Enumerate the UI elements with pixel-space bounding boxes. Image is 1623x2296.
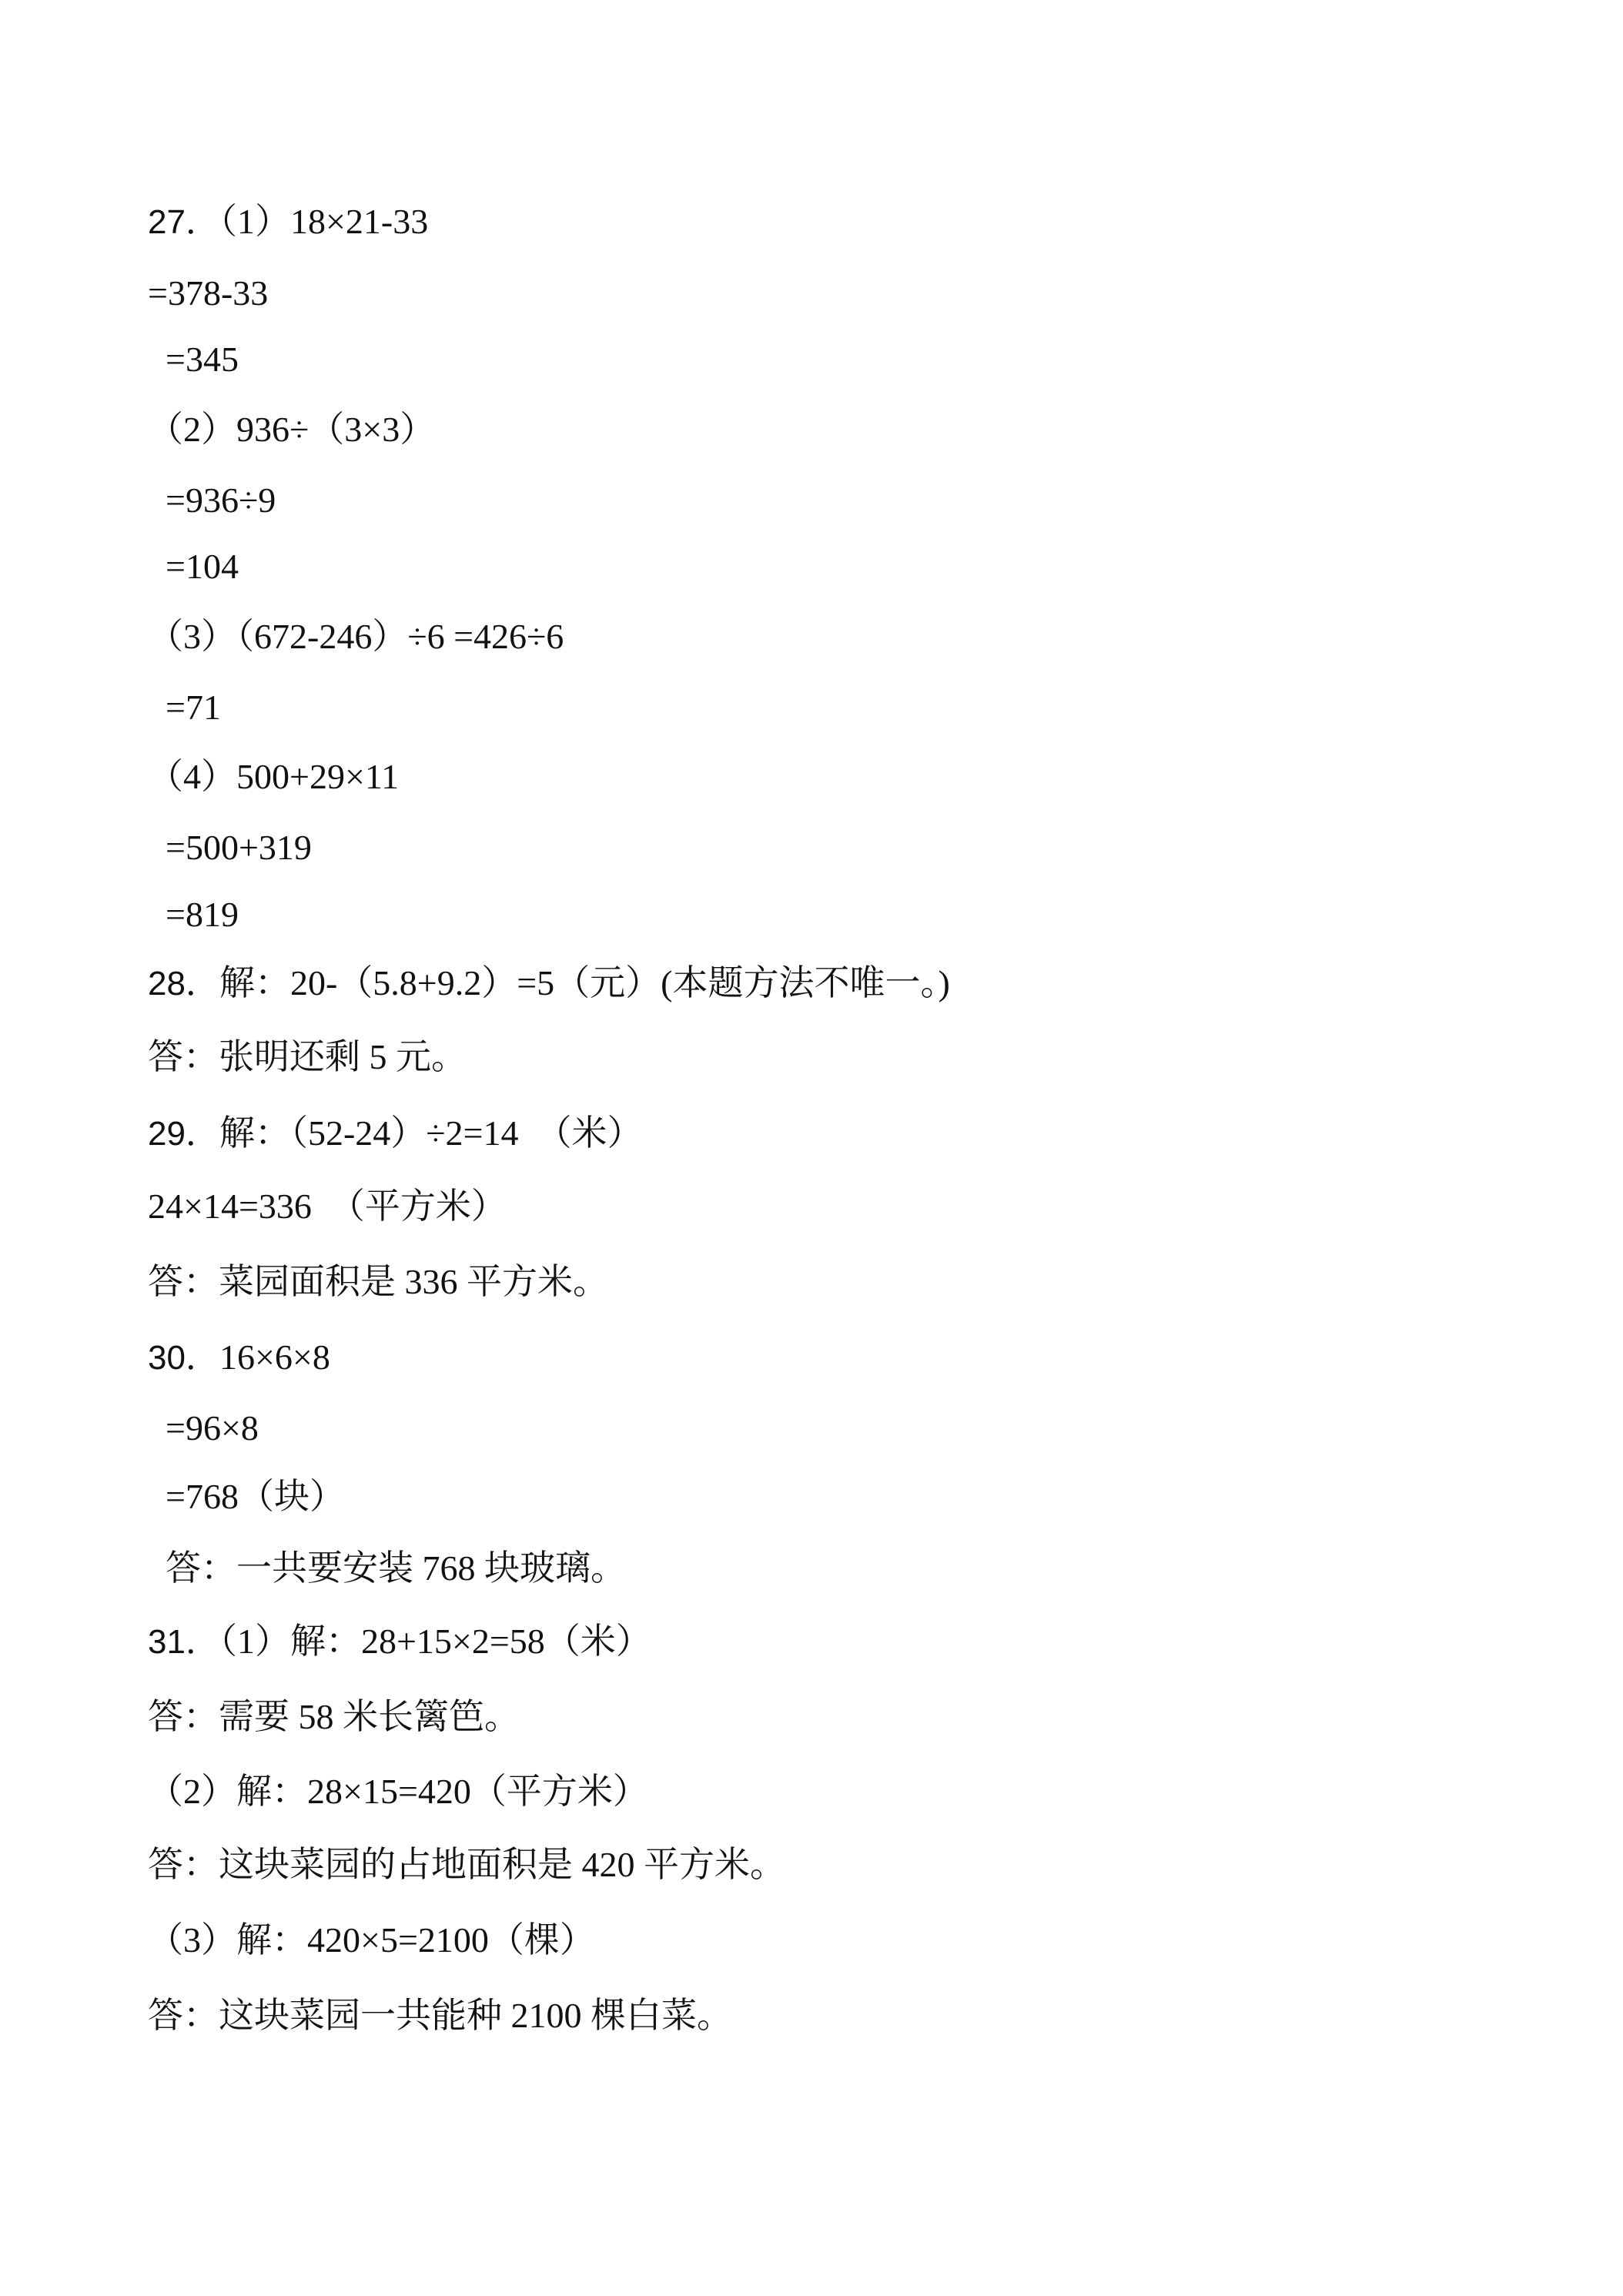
question-number-27: 27． [148,203,219,241]
line-text: =104 [148,547,239,586]
line-31-3 [148,1769,648,1815]
line-31-1 [148,1618,651,1665]
line-text: =819 [148,895,239,934]
line-text: 答：一共要安装 768 块玻璃。 [148,1548,626,1588]
line-27-1 [148,199,428,245]
question-number-29: 29． [148,1115,219,1153]
line-27-4 [148,407,435,453]
line-text: =936÷9 [148,480,276,520]
line-text: （3）解：420×5=2100（棵） [148,1920,595,1960]
line-31-2 [148,1694,520,1740]
line-31-6 [148,1993,732,2039]
line-text: 解：（52-24）÷2=14 （米） [219,1113,643,1153]
line-text: （4）500+29×11 [148,757,400,796]
line-text: 16×6×8 [219,1337,330,1377]
line-27-9 [148,754,399,800]
line-text: =768（块） [148,1477,345,1516]
line-text: =71 [148,688,221,727]
line-29-1 [148,1110,642,1156]
question-number-28: 28． [148,965,219,1002]
line-text: 解：20-（5.8+9.2）=5（元）(本题方法不唯一。) [219,963,950,1002]
line-27-2 [148,270,268,316]
line-29-2 [148,1183,507,1230]
line-30-3 [148,1474,345,1520]
line-27-10 [148,825,312,871]
line-27-8 [148,684,221,731]
question-number-30: 30． [148,1339,219,1377]
line-27-5 [148,477,276,524]
line-text: 答：菜园面积是 336 平方米。 [148,1262,608,1301]
line-30-1 [148,1334,330,1381]
line-text: 答：需要 58 米长篱笆。 [148,1697,520,1736]
line-text: （1）解：28+15×2=58（米） [219,1622,651,1661]
line-text: 答：这块菜园一共能种 2100 棵白菜。 [148,1996,732,2035]
line-text: （2）解：28×15=420（平方米） [148,1772,648,1811]
line-text: （1）18×21-33 [219,202,429,241]
line-27-3 [148,336,239,383]
line-31-5 [148,1917,595,1963]
line-text: 答：张明还剩 5 元。 [148,1037,467,1076]
line-28-2 [148,1034,467,1080]
line-text: =500+319 [148,828,312,867]
line-30-2 [148,1405,259,1451]
line-27-6 [148,544,239,590]
line-text: 答：这块菜园的占地面积是 420 平方米。 [148,1845,785,1884]
line-27-11 [148,892,239,938]
line-text: =345 [148,340,239,379]
line-text: 24×14=336 （平方米） [148,1186,507,1226]
line-28-1 [148,960,950,1006]
line-31-4 [148,1842,785,1888]
line-text: （2）936÷（3×3） [148,410,436,449]
line-text: =378-33 [148,273,269,313]
question-number-31: 31． [148,1623,219,1661]
line-text: =96×8 [148,1408,259,1448]
line-27-7 [148,614,564,660]
line-text: （3）（672-246）÷6 =426÷6 [148,617,564,656]
line-29-3 [148,1259,608,1305]
line-30-4 [148,1545,626,1591]
